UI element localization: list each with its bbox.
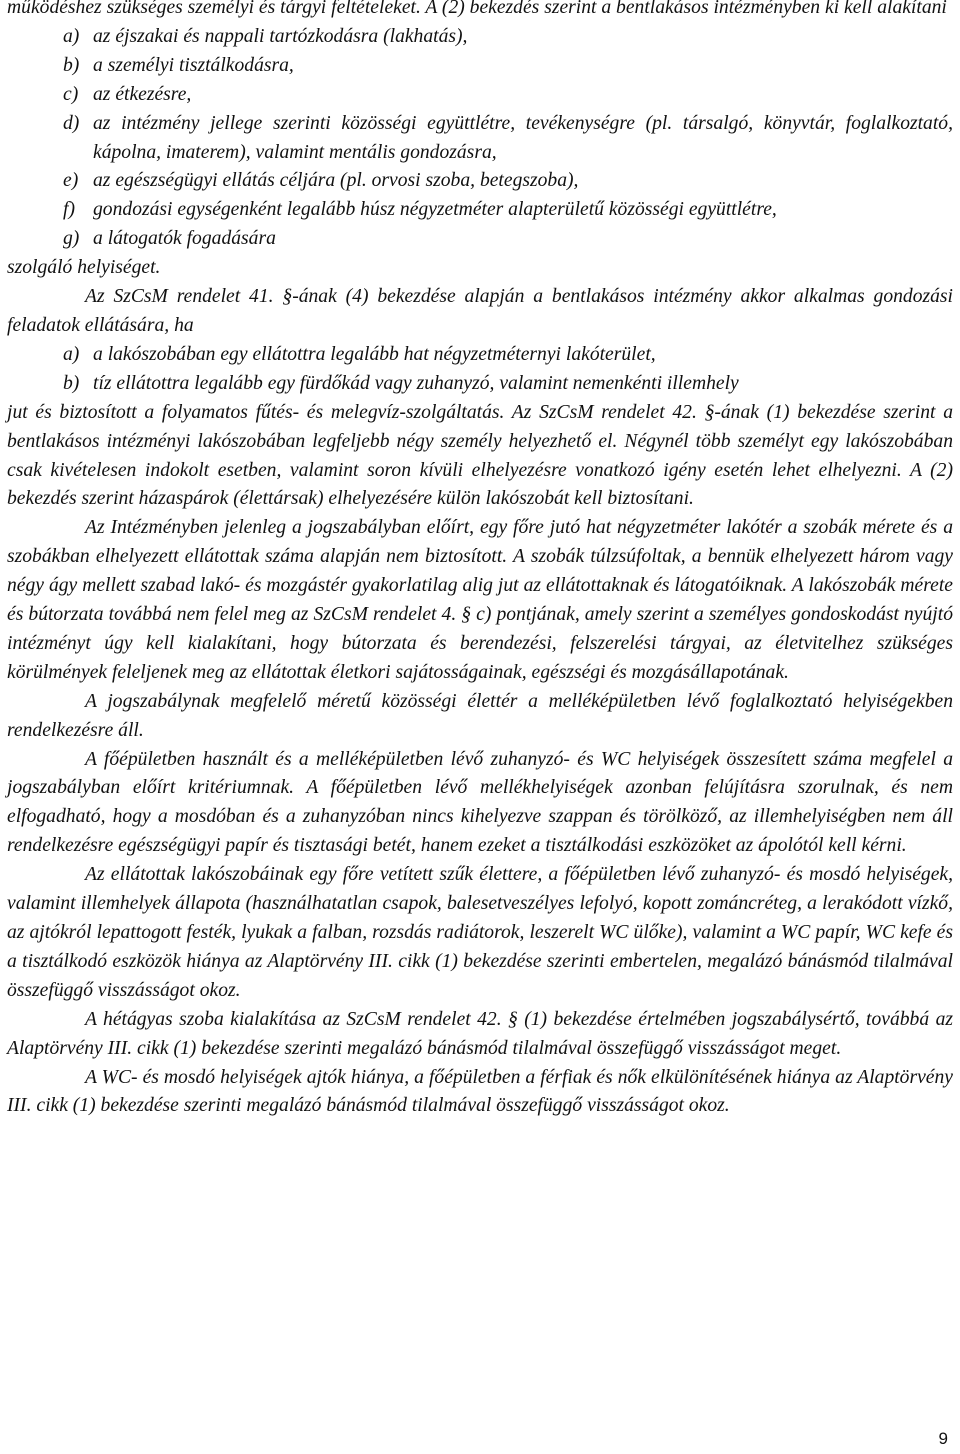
list-item-text: gondozási egységenként legalább húsz négyzetméter alapterületű közösségi együttlétre, [93, 199, 777, 221]
list-item [7, 167, 953, 196]
list-item-text: a személyi tisztálkodásra, [93, 54, 294, 76]
community-space-paragraph: A jogszabálynak megfelelő méretű közösségi élettér a melléképületben lévő foglalkoztató helyiségekben rendelkezésre áll. [7, 690, 953, 741]
list-marker: g) [63, 228, 80, 250]
list-marker: b) [63, 54, 80, 76]
list-marker: f) [63, 199, 75, 221]
list-marker: b) [63, 372, 80, 394]
list-item [7, 370, 953, 399]
list-marker: d) [63, 112, 80, 134]
list-item-text: a látogatók fogadására [93, 228, 276, 250]
required-rooms-list [7, 23, 953, 254]
list-item [7, 341, 953, 370]
list-item-text: az éjszakai és nappali tartózkodásra (lakhatás), [93, 25, 468, 47]
residents-paragraph: Az ellátottak lakószobáinak egy főre vetített szűk élettere, a főépületben lévő zuhanyzó- és mosdó helyiségek, valamint illemhelyek állapota (használhatatlan csapok, balesetveszélyes lefolyó, kopott zománcréteg, a lerakódott vízkő, az ajtókról lepattogott festék, lyukak a falban, rozsdás radiátorok, leszerelt WC ülőke), valamint a WC papír, WC kefe és a tisztálkodó eszközök hiánya az Alaptörvény III. cikk (1) bekezdése szerinti embertelen, megalázó bánásmód tilalmával összefüggő visszásságot okoz. [7, 864, 953, 1001]
list-item-text: a lakószobában egy ellátottra legalább hat négyzetméternyi lakóterület, [93, 343, 656, 365]
list-item-text: az egészségügyi ellátás céljára (pl. orvosi szoba, betegszoba), [93, 170, 579, 192]
regulation-42-paragraph: jut és biztosított a folyamatos fűtés- és melegvíz-szolgáltatás. Az SzCsM rendelet 42. §-ának (1) bekezdése szerint a bentlakásos intézményi lakószobában legfeljebb négy személy helyezhető el. Négynél több személyt egy lakószobában csak kivételesen indokolt esetben, valamint soron kívüli elhelyezésre vonatkozó igény esetén lehet elhelyezni. A (2) bekezdés szerint házaspárok (élettársak) elhelyezésére külön lakószobát kell biztosítani. [7, 401, 953, 510]
list-marker: c) [63, 83, 79, 105]
wc-doors-paragraph: A WC- és mosdó helyiségek ajtók hiánya, a főépületben a férfiak és nők elkülönítésének hiánya az Alaptörvény III. cikk (1) bekezdése szerinti megalázó bánásmód tilalmával összefüggő visszásságot okoz. [7, 1066, 953, 1117]
main-building-paragraph: A főépületben használt és a melléképületben lévő zuhanyzó- és WC helyiségek összesített száma megfelel a jogszabályban előírt kritériumnak. A főépületben lévő mellékhelyiségek azonban felújításra szorulnak, és nem elfogadható, hogy a mosdóban és a zuhanyzóban nincs kihelyezve szappan és törölköző, az illemhelyiségben nem áll rendelkezésre egészségügyi papír és tisztasági betét, hanem ezeket a tisztálkodási eszközöket az ápolótól kell kérni. [7, 748, 953, 857]
list-marker: a) [63, 25, 80, 47]
list-item [7, 225, 953, 254]
institution-paragraph: Az Intézményben jelenleg a jogszabályban előírt, egy főre jutó hat négyzetméter lakótér a szobák mérete és a szobákban elhelyezett ellátottak száma alapján nem biztosított. A szobák túlzsúfoltak, a bennük elhelyezett három vagy négy ágy mellett szabad lakó- és mozgástér gyakorlatilag alig jut az ellátottaknak és látogatóiknak. A lakószobák mérete és bútorzata továbbá nem felel meg az SzCsM rendelet 4. § c) pontjának, amely szerint a személyes gondoskodást nyújtó intézményt úgy kell kialakítani, hogy bútorzata és berendezési, felszerelési tárgyai, az életvitelhez szükséges körülmények feleljenek meg az ellátottak életkori sajátosságainak, egészségi és mozgásállapotának. [7, 517, 953, 683]
list-item [7, 110, 953, 168]
page-number: 9 [938, 1429, 948, 1448]
list-closing-line: szolgáló helyiséget. [7, 257, 161, 279]
list-item-text: az étkezésre, [93, 83, 192, 105]
suitability-list [7, 341, 953, 399]
regulation-41-paragraph: Az SzCsM rendelet 41. §-ának (4) bekezdése alapján a bentlakásos intézmény akkor alkalmas gondozási feladatok ellátására, ha [7, 286, 953, 336]
list-item-text: tíz ellátottra legalább egy fürdőkád vagy zuhanyzó, valamint nemenkénti illemhely [93, 372, 739, 394]
list-marker: e) [63, 170, 79, 192]
seven-bed-room-paragraph: A hétágyas szoba kialakítása az SzCsM rendelet 42. § (1) bekezdése értelmében jogszabálysértő, továbbá az Alaptörvény III. cikk (1) bekezdése szerinti megalázó bánásmód tilalmával összefüggő visszásságot meget. [7, 1008, 953, 1059]
list-item [7, 81, 953, 110]
list-item-text: az intézmény jellege szerinti közösségi együttlétre, tevékenységre (pl. társalgó, könyvtár, foglalkoztató, kápolna, imaterem), valamint mentális gondozásra, [93, 112, 953, 163]
list-marker: a) [63, 343, 80, 365]
list-item [7, 52, 953, 81]
list-item [7, 196, 953, 225]
document-page [7, 0, 953, 1121]
list-item [7, 23, 953, 52]
intro-paragraph: működéshez szükséges személyi és tárgyi feltételeket. A (2) bekezdés szerint a bentlakásos intézményben ki kell alakítani [7, 0, 947, 18]
